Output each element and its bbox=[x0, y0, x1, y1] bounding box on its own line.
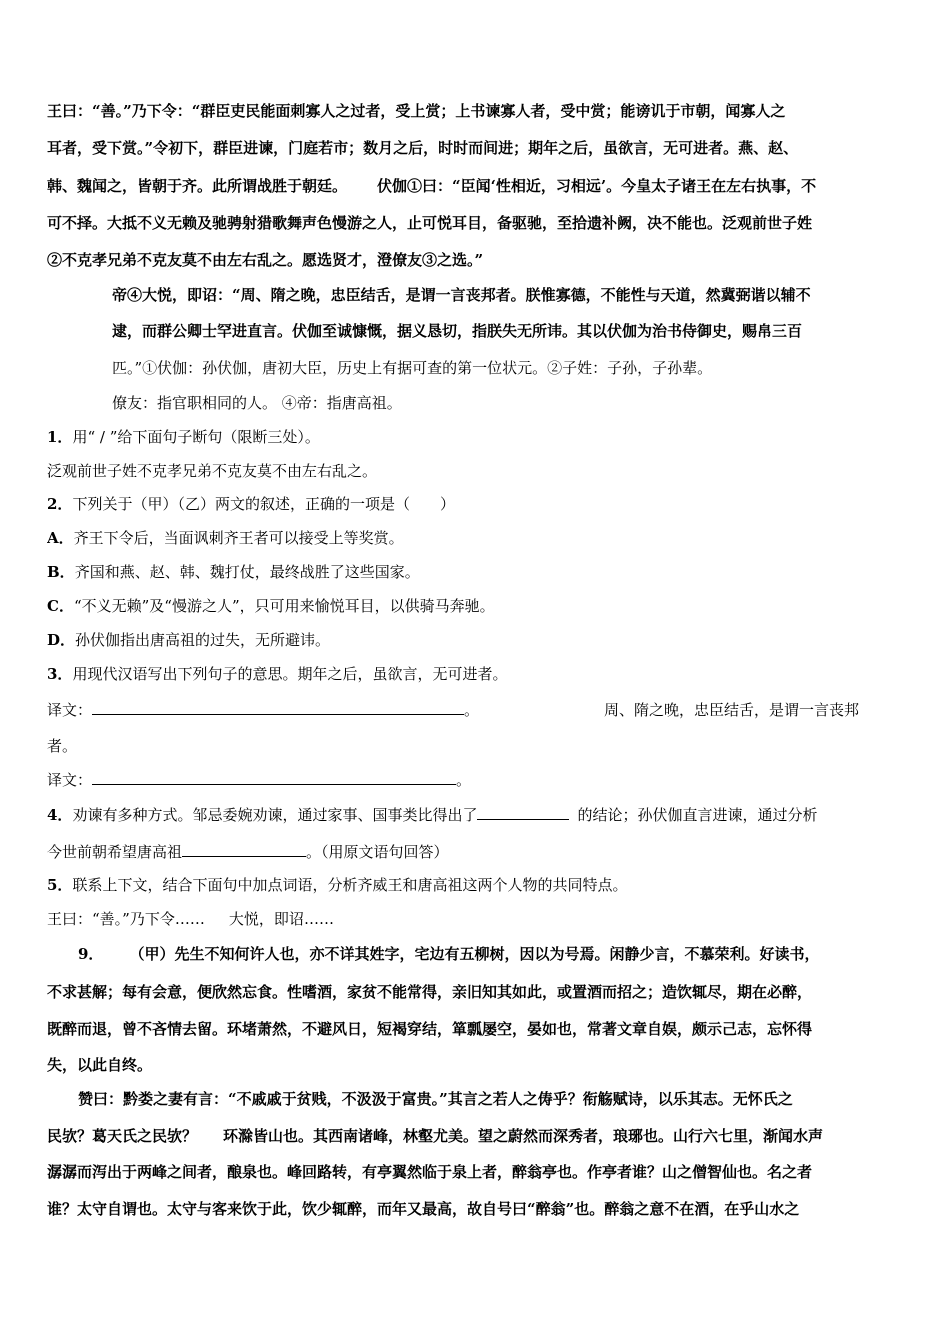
question-9-line-6b: 环滁皆山也。其西南诸峰，林壑尤美。望之蔚然而深秀者，琅琊也。山行六七里，渐闻水声 bbox=[223, 1127, 824, 1145]
option-b[interactable] bbox=[47, 562, 903, 582]
question-5-number: 5． bbox=[47, 876, 73, 894]
question-4-number: 4． bbox=[47, 806, 73, 824]
translation-label-2: 译文： bbox=[47, 771, 93, 789]
question-3-sentence-2: 周、隋之晚，忠臣结舌，是谓一言丧邦 bbox=[604, 701, 860, 719]
question-9-line-3: 既醉而退，曾不吝情去留。环堵萧然，不避风日，短褐穿结，箪瓢屡空，晏如也，常著文章自娱，颇示己志，忘怀得 bbox=[47, 1020, 813, 1038]
cue-2-suffix: …… bbox=[303, 910, 334, 928]
cue-2-dotted-char-3: 诏 bbox=[288, 910, 304, 928]
question-9-text-1: （甲）先生不知何许人也，亦不详其姓字，宅边有五柳树，因以为号焉。闲静少言，不慕荣利。好读书， bbox=[129, 945, 820, 963]
option-c-label: C． bbox=[47, 597, 74, 615]
option-a[interactable] bbox=[47, 528, 903, 548]
question-4-text-b: 的结论；孙伏伽直言进谏，通过分析 bbox=[577, 806, 818, 824]
question-1-sentence: 泛观前世子姓不克孝兄弟不克友莫不由左右乱之。 bbox=[47, 462, 378, 480]
passage-line-3 bbox=[47, 176, 903, 196]
question-3-text: 用现代汉语写出下列句子的意思。期年之后，虽欲言，无可进者。 bbox=[72, 665, 508, 683]
annotation-line-2: 僚友：指官职相同的人。 ④帝：指唐高祖。 bbox=[112, 394, 402, 412]
translation-answer-blank-1[interactable] bbox=[92, 699, 464, 715]
passage-line-7: 逮，而群公卿士罕进直言。伏伽至诚慷慨，据义恳切，指朕失无所讳。其以伏伽为治书侍御史，赐帛三百 bbox=[112, 322, 803, 340]
translation-answer-blank-2[interactable] bbox=[92, 769, 456, 785]
question-3-sentence-2-cont: 者。 bbox=[47, 737, 78, 755]
option-c-text: “不义无赖”及“慢游之人”，只可用来愉悦耳目，以供骑马奔驰。 bbox=[73, 597, 495, 615]
question-1-text: 用“ / ”给下面句子断句（限断三处）。 bbox=[72, 428, 320, 446]
question-4-cont bbox=[47, 841, 903, 862]
option-d[interactable] bbox=[47, 630, 903, 650]
passage-line-2: 耳者，受下赏。”令初下，群臣进谏，门庭若市；数月之后，时时而间进；期年之后，虽欲言，无可进者。燕、赵、 bbox=[47, 139, 799, 157]
option-b-text: 齐国和燕、赵、韩、魏打仗，最终战胜了这些国家。 bbox=[74, 563, 420, 581]
question-3-answer-2-row bbox=[47, 769, 903, 790]
question-9-number: 9． bbox=[78, 945, 104, 963]
question-3 bbox=[47, 664, 903, 684]
question-5-cues bbox=[47, 909, 903, 929]
question-3-number: 3． bbox=[47, 665, 73, 683]
cue-1-dotted-char-1: 下 bbox=[144, 910, 160, 928]
translation-label-1: 译文： bbox=[47, 701, 93, 719]
cue-2-middle: ，即 bbox=[258, 910, 289, 928]
cue-2-dotted-char-1: 大 bbox=[228, 910, 244, 928]
passage-line-5: ②不克孝兄弟不克友莫不由左右乱之。愿选贤才，澄僚友③之选。” bbox=[47, 251, 484, 269]
question-4-blank-1[interactable] bbox=[477, 804, 569, 820]
question-4-text-a: 劝谏有多种方式。邹忌委婉劝谏，通过家事、国事类比得出了 bbox=[72, 806, 478, 824]
passage-line-6: 帝④大悦，即诏：“周、隋之晚，忠臣结舌，是谓一言丧邦者。朕惟寡德，不能性与天道，然冀弼谐以辅不 bbox=[112, 286, 811, 304]
question-9-line-4: 失，以此自终。 bbox=[47, 1056, 153, 1074]
question-9-line-1 bbox=[78, 944, 904, 964]
question-9-line-8: 谁？太守自谓也。太守与客来饮于此，饮少辄醉，而年又最高，故自号曰“醉翁”也。醉翁之意不在酒，在乎山水之 bbox=[47, 1200, 800, 1218]
question-2-number: 2． bbox=[47, 495, 73, 513]
passage-line-1: 王曰：“善。”乃下令：“群臣吏民能面刺寡人之过者，受上赏；上书谏寡人者，受中赏；能谤讥于市朝，闻寡人之 bbox=[47, 102, 786, 120]
question-4-text-c: 今世前朝希望唐高祖 bbox=[47, 843, 183, 861]
cue-1-suffix: …… bbox=[174, 910, 205, 928]
question-9-line-7: 潺潺而泻出于两峰之间者，酿泉也。峰回路转，有亭翼然临于泉上者，醉翁亭也。作亭者谁？山之僧智仙也。名之者 bbox=[47, 1163, 813, 1181]
question-1 bbox=[47, 427, 903, 447]
question-9-line-2: 不求甚解；每有会意，便欣然忘食。性嗜酒，家贫不能常得，亲旧知其如此，或置酒而招之；造饮辄尽，期在必醉， bbox=[47, 983, 813, 1001]
translation-end-2: 。 bbox=[456, 771, 472, 789]
annotation-line-1: 匹。”①伏伽：孙伏伽，唐初大臣，历史上有据可查的第一位状元。②子姓：子孙，子孙辈。 bbox=[112, 359, 713, 377]
option-c[interactable] bbox=[47, 596, 903, 616]
question-4-blank-2[interactable] bbox=[182, 841, 306, 857]
cue-1-dotted-char-2: 令 bbox=[159, 910, 175, 928]
cue-1-prefix: 王曰：“善。”乃 bbox=[47, 910, 145, 928]
question-1-number: 1． bbox=[47, 428, 73, 446]
question-2 bbox=[47, 494, 903, 514]
question-5 bbox=[47, 875, 903, 895]
passage-line-4: 可不择。大抵不义无赖及驰骋射猎歌舞声色慢游之人，止可悦耳目，备驱驰，至拾遗补阙，决不能也。泛观前世子姓 bbox=[47, 214, 813, 232]
question-9-line-6a: 民欤？葛天氏之民欤？ bbox=[47, 1127, 198, 1145]
passage-line-3b: 伏伽①曰：“臣闻‘性相近，习相远’。今皇太子诸王在左右执事，不 bbox=[377, 177, 817, 195]
question-9-line-5: 赞曰：黔娄之妻有言：“不戚戚于贫贱，不汲汲于富贵。”其言之若人之俦乎？衔觞赋诗，以乐其志。无怀氏之 bbox=[78, 1090, 793, 1108]
translation-end-1: 。 bbox=[464, 701, 480, 719]
question-2-text: 下列关于（甲）（乙）两文的叙述，正确的一项是（ ） bbox=[72, 495, 455, 513]
passage-line-3a: 韩、魏闻之，皆朝于齐。此所谓战胜于朝廷。 bbox=[47, 177, 348, 195]
option-a-label: A． bbox=[47, 529, 74, 547]
option-a-text: 齐王下令后，当面讽刺齐王者可以接受上等奖赏。 bbox=[73, 529, 404, 547]
option-b-label: B． bbox=[47, 563, 75, 581]
cue-2-dotted-char-2: 悦 bbox=[243, 910, 259, 928]
question-3-answer-1-row bbox=[47, 699, 903, 720]
option-d-label: D． bbox=[47, 631, 76, 649]
question-5-text: 联系上下文，结合下面句中加点词语，分析齐威王和唐高祖这两个人物的共同特点。 bbox=[72, 876, 628, 894]
question-4 bbox=[47, 804, 903, 825]
option-d-text: 孙伏伽指出唐高祖的过失，无所避讳。 bbox=[75, 631, 331, 649]
question-9-line-6 bbox=[47, 1126, 903, 1146]
question-4-text-d: 。（用原文语句回答） bbox=[306, 843, 449, 861]
